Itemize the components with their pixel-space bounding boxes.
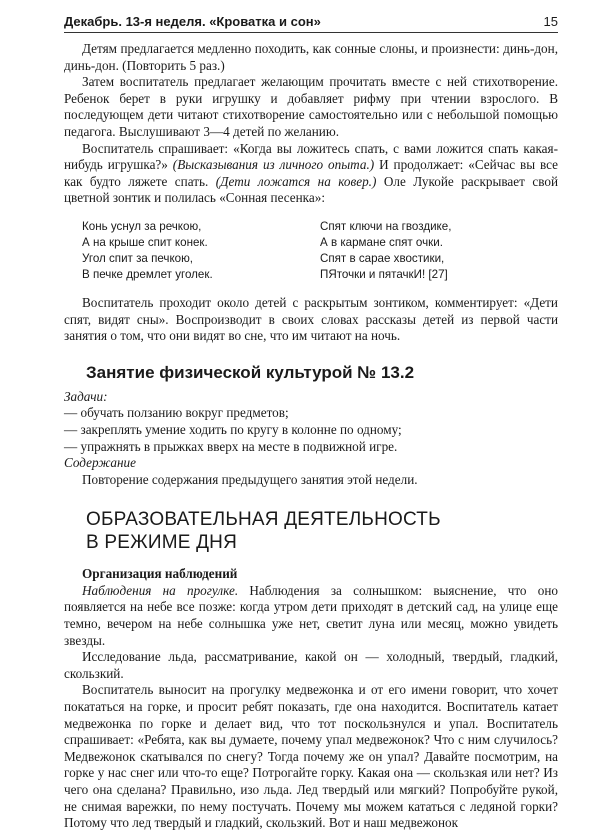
content-label: Содержание — [64, 455, 136, 471]
observations-paragraph-3: Воспитатель выносит на прогулку медвежонка и от его имени говорит, что хочет покататься на горке, и просит ребят показать, где она находится. Воспитатель катает медвежонка по горке и делает вид, что тот поскользнулся и упал. Воспитатель спрашивает: «Ребята, как вы думаете, почему упал медвежонок? Что с ним случилось? Медвежонок скатывался по снегу? Тогда почему же он упал? Давайте посмотрим, на горке у нас снег или что-то еще? Потрогайте горку. Какая она — скользкая или нет? Из чего она сделана? Правильно, изо льда. Лед твердый или мягкий? Попробуйте рукой, не снимая варежки, по нему постучать. Почему мы можем кататься с ледяной горки? Потому что лед твердый и гладкий, скользкий. Вот и наш медвежонок — [64, 682, 558, 831]
header-title: Декабрь. 13-я неделя. «Кроватка и сон» — [64, 14, 321, 29]
edu-section-title — [86, 508, 558, 554]
p3-text-c: И продолжает: «Сейчас вы все как будто ляжете спать. — [64, 157, 558, 189]
poem-line: Конь уснул за речкою, — [82, 219, 202, 233]
task-item: — обучать ползанию вокруг предметов; — [64, 405, 289, 421]
task-item: — упражнять в прыжках вверх на месте в подвижной игре. — [64, 438, 398, 454]
poem — [82, 219, 558, 283]
observations-paragraph-2: Исследование льда, рассматривание, какой он — холодный, твердый, гладкий, скользкий. — [64, 649, 558, 681]
tasks-label: Задачи: — [64, 388, 108, 404]
intro-paragraph-2: Затем воспитатель предлагает желающим прочитать вместе с ней стихотворение. Ребенок берет в руки игрушку и добавляет рифму при чтении взрослого. В последующем дети читают стихотворение самостоятельно или с небольшой помощью педагога. Выслушивают 3—4 детей по желанию. — [64, 74, 558, 139]
poem-line: В печке дремлет уголек. — [82, 267, 213, 281]
poem-line: Спят в сарае хвостики, — [320, 251, 445, 265]
p3-italic-b: (Высказывания из личного опыта.) — [172, 157, 375, 173]
content-text: Повторение содержания предыдущего занятия этой недели. — [82, 471, 418, 487]
poem-line: Спят ключи на гвоздике, — [320, 219, 452, 233]
poem-line: ПЯточки и пятачкИ! [27] — [320, 267, 448, 281]
p3-italic-d: (Дети ложатся на ковер.) — [215, 173, 377, 189]
edu-title-line-1: ОБРАЗОВАТЕЛЬНАЯ ДЕЯТЕЛЬНОСТЬ — [86, 509, 441, 531]
p3-text-a: Воспитатель спрашивает: «Когда вы ложитесь спать, с вами ложится спать какая-нибудь игрушка?» — [64, 140, 558, 173]
page-number: 15 — [543, 14, 558, 29]
edu-title-line-2: В РЕЖИМЕ ДНЯ — [86, 532, 237, 554]
p3-text-e: Оле Лукойе раскрывает свой цветной зонтик и полилась «Сонная песенка»: — [64, 173, 558, 206]
task-item: — закреплять умение ходить по кругу в колонне по одному; — [64, 421, 402, 437]
poem-left-column — [82, 219, 320, 283]
poem-line: А на крыше спит конек. — [82, 235, 208, 249]
intro-paragraph-3 — [64, 141, 558, 207]
observations-p1-text: Наблюдения за солнышком: выяснение, что оно появляется на небе все позже: когда утром дети приходят в детский сад, на улице еще темно, вечером на небе солнышка уже нет, светит луна или месяц, можно увидеть звезды. — [64, 582, 558, 648]
observations-subhead: Организация наблюдений — [82, 566, 238, 582]
pe-section-title: Занятие физической культурой № 13.2 — [86, 362, 415, 382]
walk-observation-label: Наблюдения на прогулке. — [82, 582, 239, 598]
observations-paragraph-1 — [64, 583, 558, 649]
poem-right-column — [320, 219, 558, 283]
poem-line: А в кармане спят очки. — [320, 235, 443, 249]
poem-line: Угол спит за печкою, — [82, 251, 194, 265]
intro-paragraph-1: Детям предлагается медленно походить, как сонные слоны, и произнести: динь-дон, динь-дон. (Повторить 5 раз.) — [64, 41, 558, 73]
running-header — [64, 14, 558, 33]
after-poem-paragraph: Воспитатель проходит около детей с раскрытым зонтиком, комментирует: «Дети спят, видят сны». Воспроизводит в своих словах рассказы детей из первой части занятия о том, что они видят во сне, что им читают на ночь. — [64, 294, 558, 344]
